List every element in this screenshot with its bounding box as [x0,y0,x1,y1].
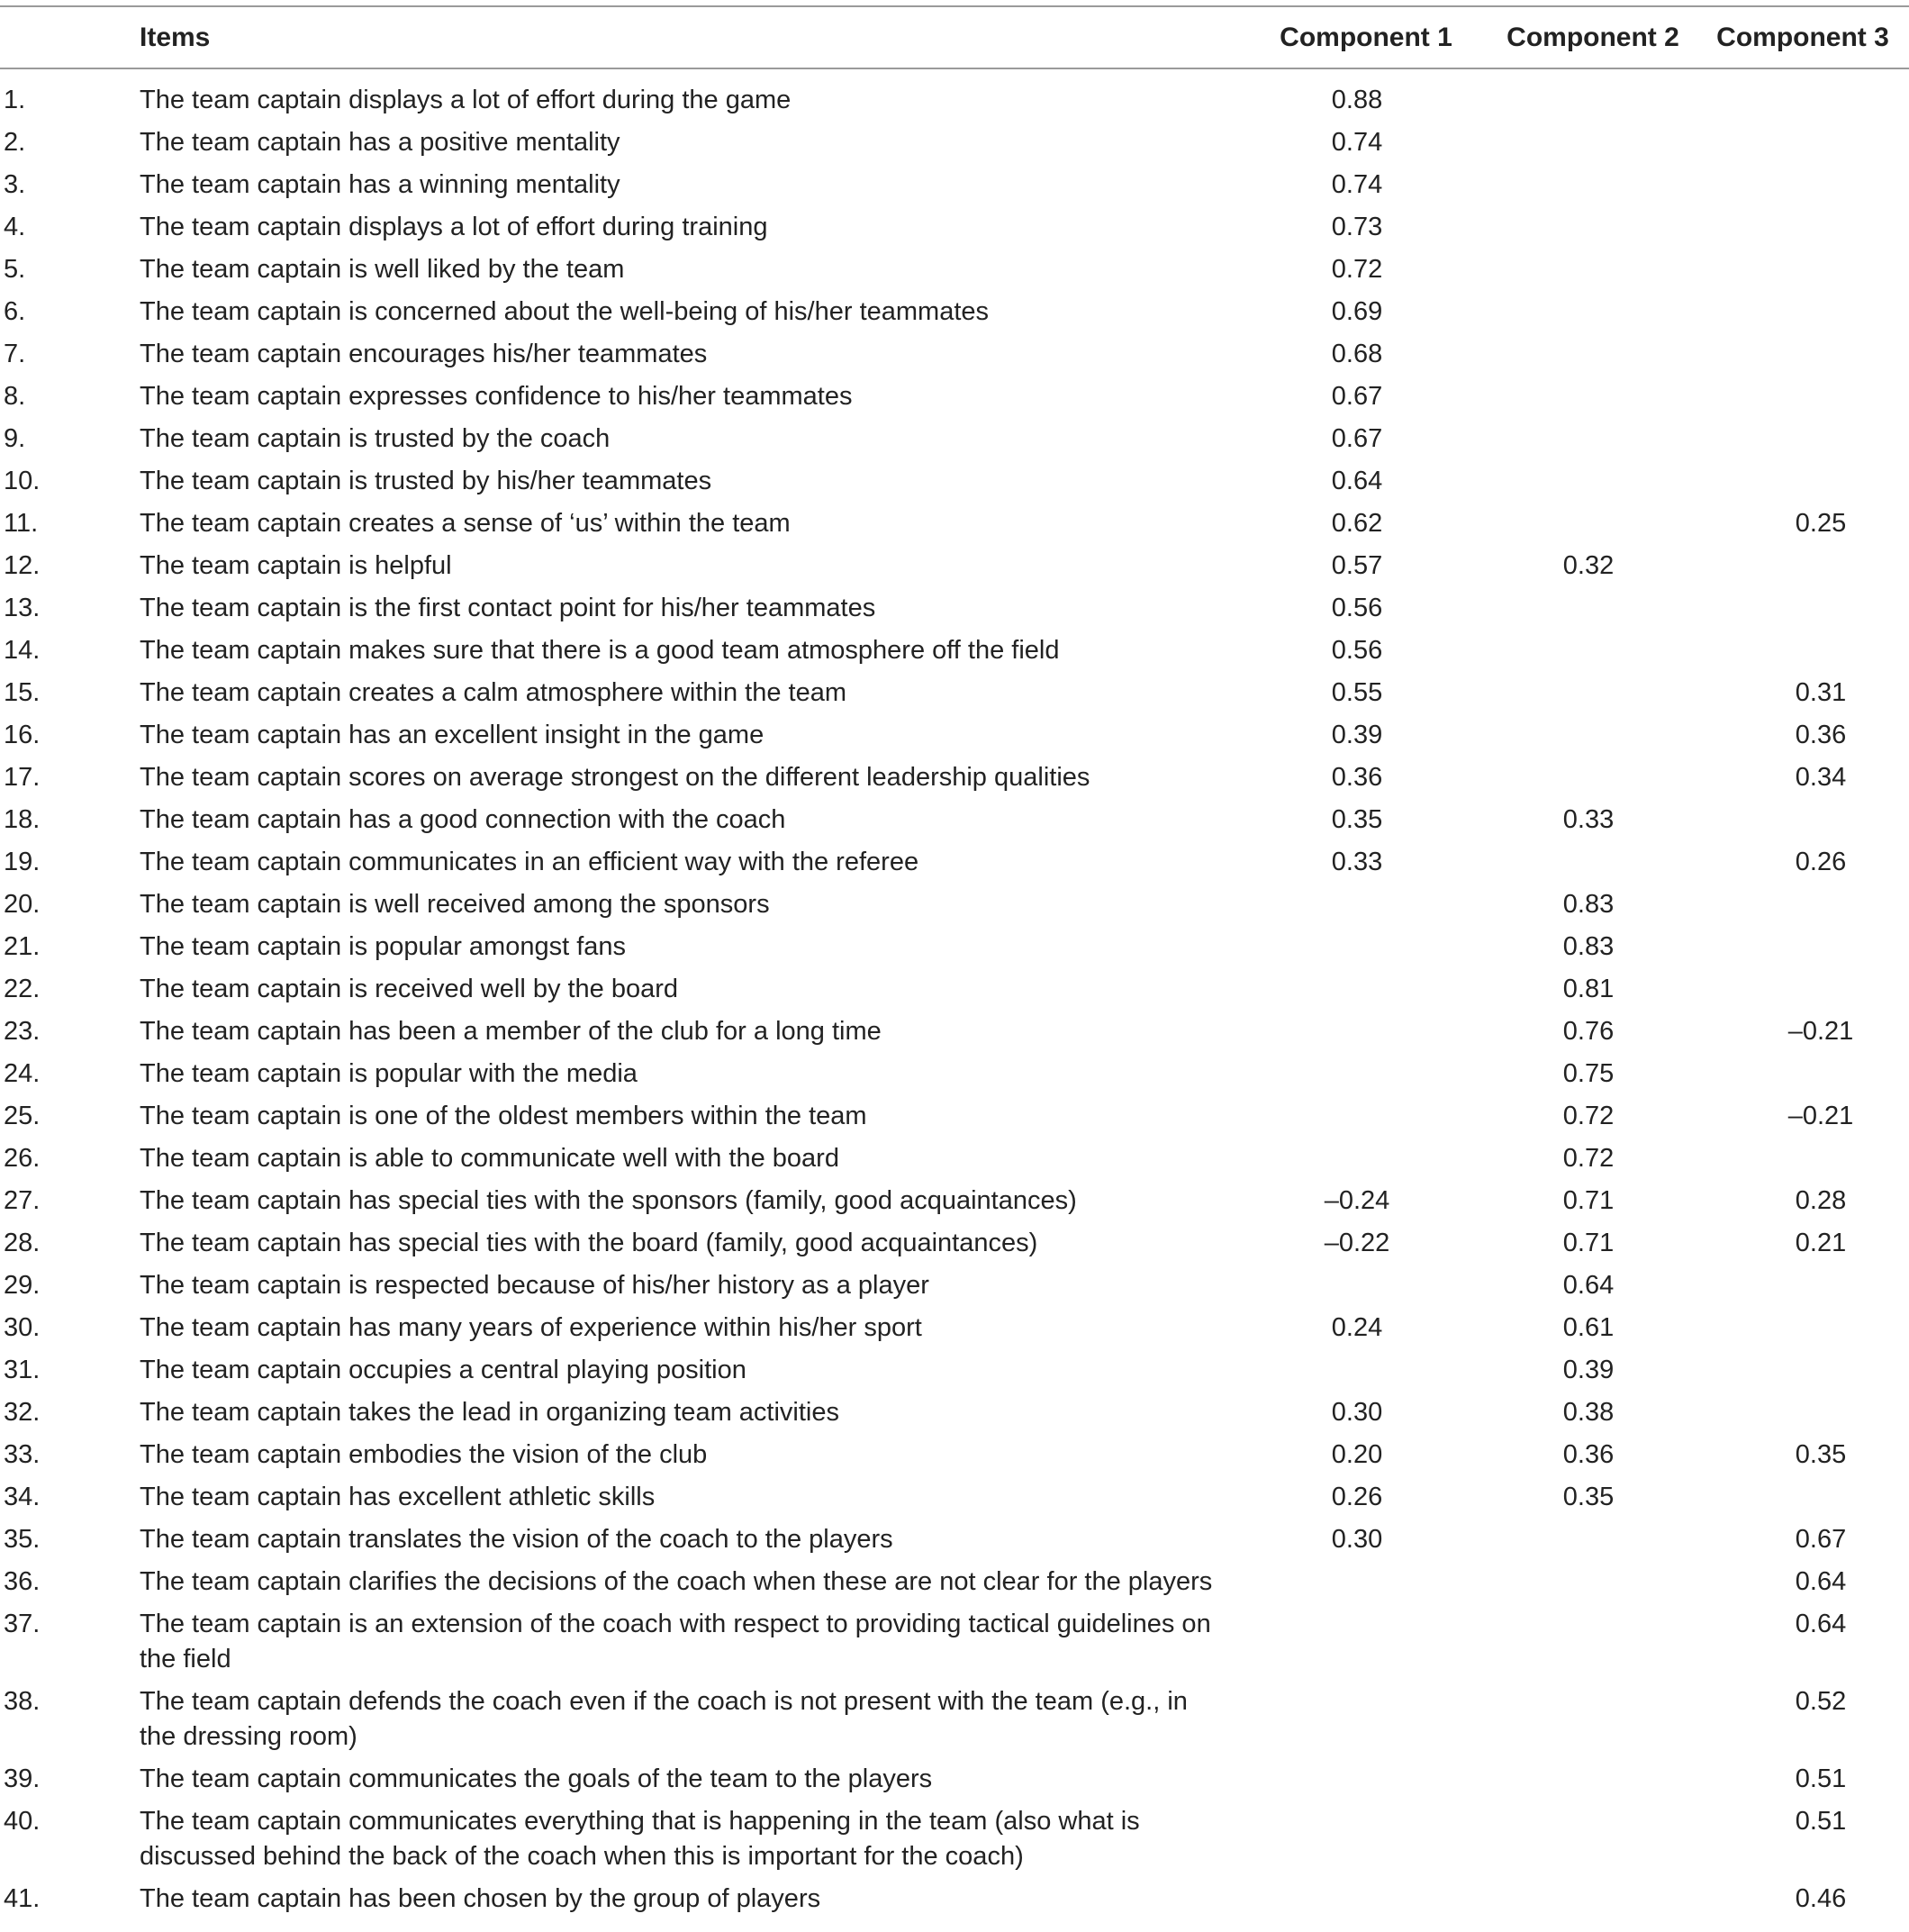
component-2-loading [1489,839,1696,881]
row-item-text: The team captain is the first contact point for his/her teammates [140,594,876,622]
table-row [0,627,1909,669]
row-number: 41. [4,1884,41,1913]
component-1-loading [1243,1755,1489,1798]
row-item-text: The team captain makes sure that there is a good team atmosphere off the field [140,636,1060,665]
component-3-loading: 0.25 [1795,509,1847,538]
row-item-text: The team captain is concerned about the well-being of his/her teammates [140,297,990,326]
row-item-text: The team captain is trusted by the coach [140,424,611,453]
table-row [0,585,1909,627]
row-number: 12. [4,551,41,580]
component-2-loading [1489,1678,1696,1755]
table-row [0,1389,1909,1431]
row-number: 3. [4,170,26,199]
row-item-text: The team captain is popular with the media [140,1059,638,1088]
row-item-text: The team captain has a winning mentality [140,170,620,199]
component-3-loading: 0.51 [1795,1764,1847,1793]
row-item-text: The team captain is received well by the board [140,975,679,1003]
component-3-loading: –0.21 [1787,1017,1854,1046]
component-1-loading [1243,1262,1489,1304]
row-item-text: The team captain defends the coach even if the coach is not present with the team (e.g., in the dressing room) [140,1687,1188,1751]
component-2-loading [1489,246,1696,288]
component-1-loading [1243,1135,1489,1177]
component-1-loading [1243,1050,1489,1093]
component-1-loading: 0.73 [1331,213,1383,241]
component-2-loading: 0.64 [1562,1271,1615,1300]
component-2-loading [1489,1875,1696,1918]
component-1-loading: 0.56 [1331,594,1383,622]
table-row [0,1135,1909,1177]
table-header [0,6,1909,68]
row-number: 26. [4,1144,41,1173]
component-2-loading [1489,1755,1696,1798]
row-number: 5. [4,255,26,284]
table-row [0,542,1909,585]
component-2-loading [1489,712,1696,754]
row-item-text: The team captain has a good connection with the coach [140,805,786,834]
table-row [0,1678,1909,1755]
row-item-text: The team captain communicates everything that is happening in the team (also what is discussed behind the back of the coach when this is important for the coach) [140,1807,1140,1871]
row-item-text: The team captain is trusted by his/her teammates [140,467,712,495]
row-number: 35. [4,1525,41,1554]
component-3-loading [1696,373,1909,415]
component-2-loading: 0.83 [1562,890,1615,919]
component-2-loading: 0.32 [1562,551,1615,580]
component-3-loading: 0.52 [1795,1687,1847,1716]
table-body [0,68,1909,1918]
component-3-loading [1696,246,1909,288]
row-number: 38. [4,1687,41,1716]
header-component-1: Component 1 [1243,6,1489,68]
table-row [0,1262,1909,1304]
component-1-loading: 0.55 [1331,678,1383,707]
header-row [0,6,1909,68]
row-item-text: The team captain occupies a central playing position [140,1356,746,1384]
component-2-loading: 0.39 [1562,1356,1615,1384]
component-2-loading [1489,1601,1696,1678]
table-row [0,1093,1909,1135]
table-row [0,204,1909,246]
table-row [0,288,1909,331]
row-number: 34. [4,1483,41,1511]
table-row [0,1474,1909,1516]
component-1-loading: 0.67 [1331,424,1383,453]
component-1-loading: 0.88 [1331,86,1383,114]
component-3-loading [1696,1262,1909,1304]
row-number: 37. [4,1610,41,1638]
component-1-loading [1243,1601,1489,1678]
row-number: 28. [4,1229,41,1257]
component-2-loading: 0.75 [1562,1059,1615,1088]
row-number: 16. [4,721,41,749]
row-number: 18. [4,805,41,834]
row-number: 15. [4,678,41,707]
row-item-text: The team captain communicates the goals of the team to the players [140,1764,933,1793]
row-number: 4. [4,213,26,241]
component-3-loading [1696,1304,1909,1347]
component-2-loading: 0.72 [1562,1102,1615,1130]
component-1-loading: 0.30 [1331,1398,1383,1427]
component-1-loading [1243,1093,1489,1135]
table-row [0,712,1909,754]
component-3-loading [1696,161,1909,204]
row-number: 9. [4,424,26,453]
component-3-loading [1696,966,1909,1008]
component-3-loading: 0.21 [1795,1229,1847,1257]
table-row [0,1050,1909,1093]
row-item-text: The team captain is well received among the sponsors [140,890,770,919]
component-2-loading [1489,415,1696,458]
component-3-loading [1696,1050,1909,1093]
table-row [0,1008,1909,1050]
row-number: 14. [4,636,41,665]
component-loadings-table [0,5,1909,1918]
component-3-loading: 0.28 [1795,1186,1847,1215]
table-row [0,331,1909,373]
component-1-loading: 0.74 [1331,170,1383,199]
component-1-loading [1243,966,1489,1008]
component-2-loading: 0.61 [1562,1313,1615,1342]
row-item-text: The team captain embodies the vision of the club [140,1440,708,1469]
component-3-loading [1696,68,1909,119]
header-component-3: Component 3 [1696,6,1909,68]
component-3-loading: 0.26 [1795,848,1847,876]
component-2-loading [1489,1798,1696,1875]
component-1-loading: 0.20 [1331,1440,1383,1469]
component-1-loading [1243,1798,1489,1875]
row-item-text: The team captain is an extension of the coach with respect to providing tactical guidelines on the field [140,1610,1211,1673]
component-1-loading: 0.69 [1331,297,1383,326]
component-2-loading: 0.71 [1562,1186,1615,1215]
component-3-loading [1696,1389,1909,1431]
row-number: 24. [4,1059,41,1088]
row-number: 19. [4,848,41,876]
row-item-text: The team captain is helpful [140,551,452,580]
component-1-loading [1243,923,1489,966]
row-item-text: The team captain has a positive mentality [140,128,620,157]
table-row [0,1755,1909,1798]
component-3-loading [1696,585,1909,627]
component-2-loading: 0.81 [1562,975,1615,1003]
table-row [0,1177,1909,1220]
table-row [0,754,1909,796]
component-2-loading [1489,627,1696,669]
component-2-loading [1489,204,1696,246]
table-row [0,161,1909,204]
row-item-text: The team captain encourages his/her teammates [140,340,708,368]
component-2-loading [1489,669,1696,712]
component-1-loading: 0.68 [1331,340,1383,368]
component-2-loading [1489,331,1696,373]
table-row [0,246,1909,288]
component-1-loading [1243,1875,1489,1918]
component-1-loading: 0.36 [1331,763,1383,792]
component-2-loading: 0.33 [1562,805,1615,834]
component-2-loading: 0.72 [1562,1144,1615,1173]
component-3-loading [1696,331,1909,373]
component-3-loading: –0.21 [1787,1102,1854,1130]
row-number: 29. [4,1271,41,1300]
component-2-loading: 0.35 [1562,1483,1615,1511]
header-number [0,6,140,68]
row-item-text: The team captain has an excellent insight in the game [140,721,765,749]
row-item-text: The team captain translates the vision of the coach to the players [140,1525,893,1554]
table-row [0,458,1909,500]
component-3-loading [1696,881,1909,923]
row-item-text: The team captain has been chosen by the group of players [140,1884,821,1913]
row-number: 36. [4,1567,41,1596]
component-1-loading: 0.72 [1331,255,1383,284]
component-3-loading: 0.64 [1795,1567,1847,1596]
table-row [0,500,1909,542]
row-number: 10. [4,467,41,495]
header-items: Items [140,6,1243,68]
component-3-loading: 0.36 [1795,721,1847,749]
table-row [0,1601,1909,1678]
component-2-loading [1489,500,1696,542]
table-row [0,1431,1909,1474]
component-1-loading [1243,1008,1489,1050]
component-3-loading [1696,119,1909,161]
component-3-loading [1696,458,1909,500]
component-2-loading [1489,1558,1696,1601]
component-3-loading [1696,1347,1909,1389]
row-number: 20. [4,890,41,919]
row-number: 17. [4,763,41,792]
row-item-text: The team captain creates a sense of ‘us’ within the team [140,509,791,538]
component-2-loading [1489,458,1696,500]
component-2-loading [1489,1516,1696,1558]
table-row [0,1798,1909,1875]
row-number: 25. [4,1102,41,1130]
component-2-loading [1489,288,1696,331]
row-number: 7. [4,340,26,368]
component-1-loading: 0.56 [1331,636,1383,665]
header-component-2: Component 2 [1489,6,1696,68]
component-3-loading: 0.35 [1795,1440,1847,1469]
row-number: 40. [4,1807,41,1836]
component-3-loading [1696,1474,1909,1516]
component-1-loading [1243,1558,1489,1601]
row-item-text: The team captain creates a calm atmosphere within the team [140,678,846,707]
component-3-loading: 0.51 [1795,1807,1847,1836]
component-1-loading [1243,881,1489,923]
component-1-loading: 0.35 [1331,805,1383,834]
table-row [0,796,1909,839]
component-1-loading: 0.57 [1331,551,1383,580]
row-number: 27. [4,1186,41,1215]
table-row [0,669,1909,712]
component-3-loading [1696,1135,1909,1177]
component-1-loading: 0.74 [1331,128,1383,157]
component-3-loading: 0.46 [1795,1884,1847,1913]
row-item-text: The team captain has many years of experience within his/her sport [140,1313,922,1342]
component-1-loading: 0.24 [1331,1313,1383,1342]
row-number: 32. [4,1398,41,1427]
row-item-text: The team captain is well liked by the team [140,255,625,284]
component-1-loading [1243,1678,1489,1755]
component-1-loading: –0.24 [1324,1186,1390,1215]
row-item-text: The team captain is one of the oldest members within the team [140,1102,867,1130]
row-item-text: The team captain has special ties with the sponsors (family, good acquaintances) [140,1186,1077,1215]
component-1-loading: 0.26 [1331,1483,1383,1511]
component-2-loading: 0.83 [1562,932,1615,961]
component-2-loading [1489,373,1696,415]
row-number: 30. [4,1313,41,1342]
component-2-loading [1489,754,1696,796]
row-item-text: The team captain is able to communicate well with the board [140,1144,839,1173]
row-number: 8. [4,382,26,411]
component-3-loading [1696,923,1909,966]
table-row [0,1516,1909,1558]
table-row [0,839,1909,881]
table-row [0,966,1909,1008]
row-item-text: The team captain scores on average strongest on the different leadership qualities [140,763,1090,792]
component-3-loading [1696,627,1909,669]
component-3-loading: 0.67 [1795,1525,1847,1554]
component-3-loading [1696,415,1909,458]
row-number: 33. [4,1440,41,1469]
row-item-text: The team captain communicates in an efficient way with the referee [140,848,919,876]
row-item-text: The team captain has excellent athletic skills [140,1483,656,1511]
component-3-loading [1696,542,1909,585]
row-number: 31. [4,1356,41,1384]
component-3-loading [1696,288,1909,331]
component-3-loading: 0.64 [1795,1610,1847,1638]
component-2-loading [1489,68,1696,119]
row-number: 22. [4,975,41,1003]
row-item-text: The team captain has special ties with the board (family, good acquaintances) [140,1229,1038,1257]
row-number: 11. [4,509,39,538]
table-row [0,373,1909,415]
component-2-loading [1489,161,1696,204]
component-2-loading: 0.38 [1562,1398,1615,1427]
table-row [0,1220,1909,1262]
component-2-loading: 0.71 [1562,1229,1615,1257]
row-number: 6. [4,297,26,326]
table-row [0,68,1909,119]
row-item-text: The team captain displays a lot of effort during training [140,213,768,241]
component-2-loading: 0.36 [1562,1440,1615,1469]
table-row [0,415,1909,458]
table-row [0,1875,1909,1918]
component-1-loading: 0.64 [1331,467,1383,495]
component-1-loading: 0.33 [1331,848,1383,876]
row-item-text: The team captain is respected because of his/her history as a player [140,1271,929,1300]
component-3-loading: 0.31 [1795,678,1847,707]
row-item-text: The team captain clarifies the decisions of the coach when these are not clear for the players [140,1567,1213,1596]
row-number: 23. [4,1017,41,1046]
table-row [0,1304,1909,1347]
table-row [0,1347,1909,1389]
component-3-loading [1696,204,1909,246]
component-1-loading: 0.62 [1331,509,1383,538]
component-3-loading [1696,796,1909,839]
table-row [0,1558,1909,1601]
row-number: 21. [4,932,41,961]
component-2-loading: 0.76 [1562,1017,1615,1046]
row-item-text: The team captain takes the lead in organizing team activities [140,1398,839,1427]
component-1-loading: –0.22 [1324,1229,1390,1257]
table-row [0,881,1909,923]
row-item-text: The team captain displays a lot of effort during the game [140,86,792,114]
row-number: 39. [4,1764,41,1793]
row-number: 2. [4,128,26,157]
component-3-loading: 0.34 [1795,763,1847,792]
component-2-loading [1489,585,1696,627]
row-number: 1. [4,86,26,114]
table-row [0,119,1909,161]
component-2-loading [1489,119,1696,161]
row-item-text: The team captain is popular amongst fans [140,932,627,961]
component-1-loading [1243,1347,1489,1389]
table-row [0,923,1909,966]
component-1-loading: 0.30 [1331,1525,1383,1554]
row-item-text: The team captain expresses confidence to his/her teammates [140,382,853,411]
row-item-text: The team captain has been a member of the club for a long time [140,1017,882,1046]
row-number: 13. [4,594,41,622]
component-1-loading: 0.39 [1331,721,1383,749]
component-1-loading: 0.67 [1331,382,1383,411]
